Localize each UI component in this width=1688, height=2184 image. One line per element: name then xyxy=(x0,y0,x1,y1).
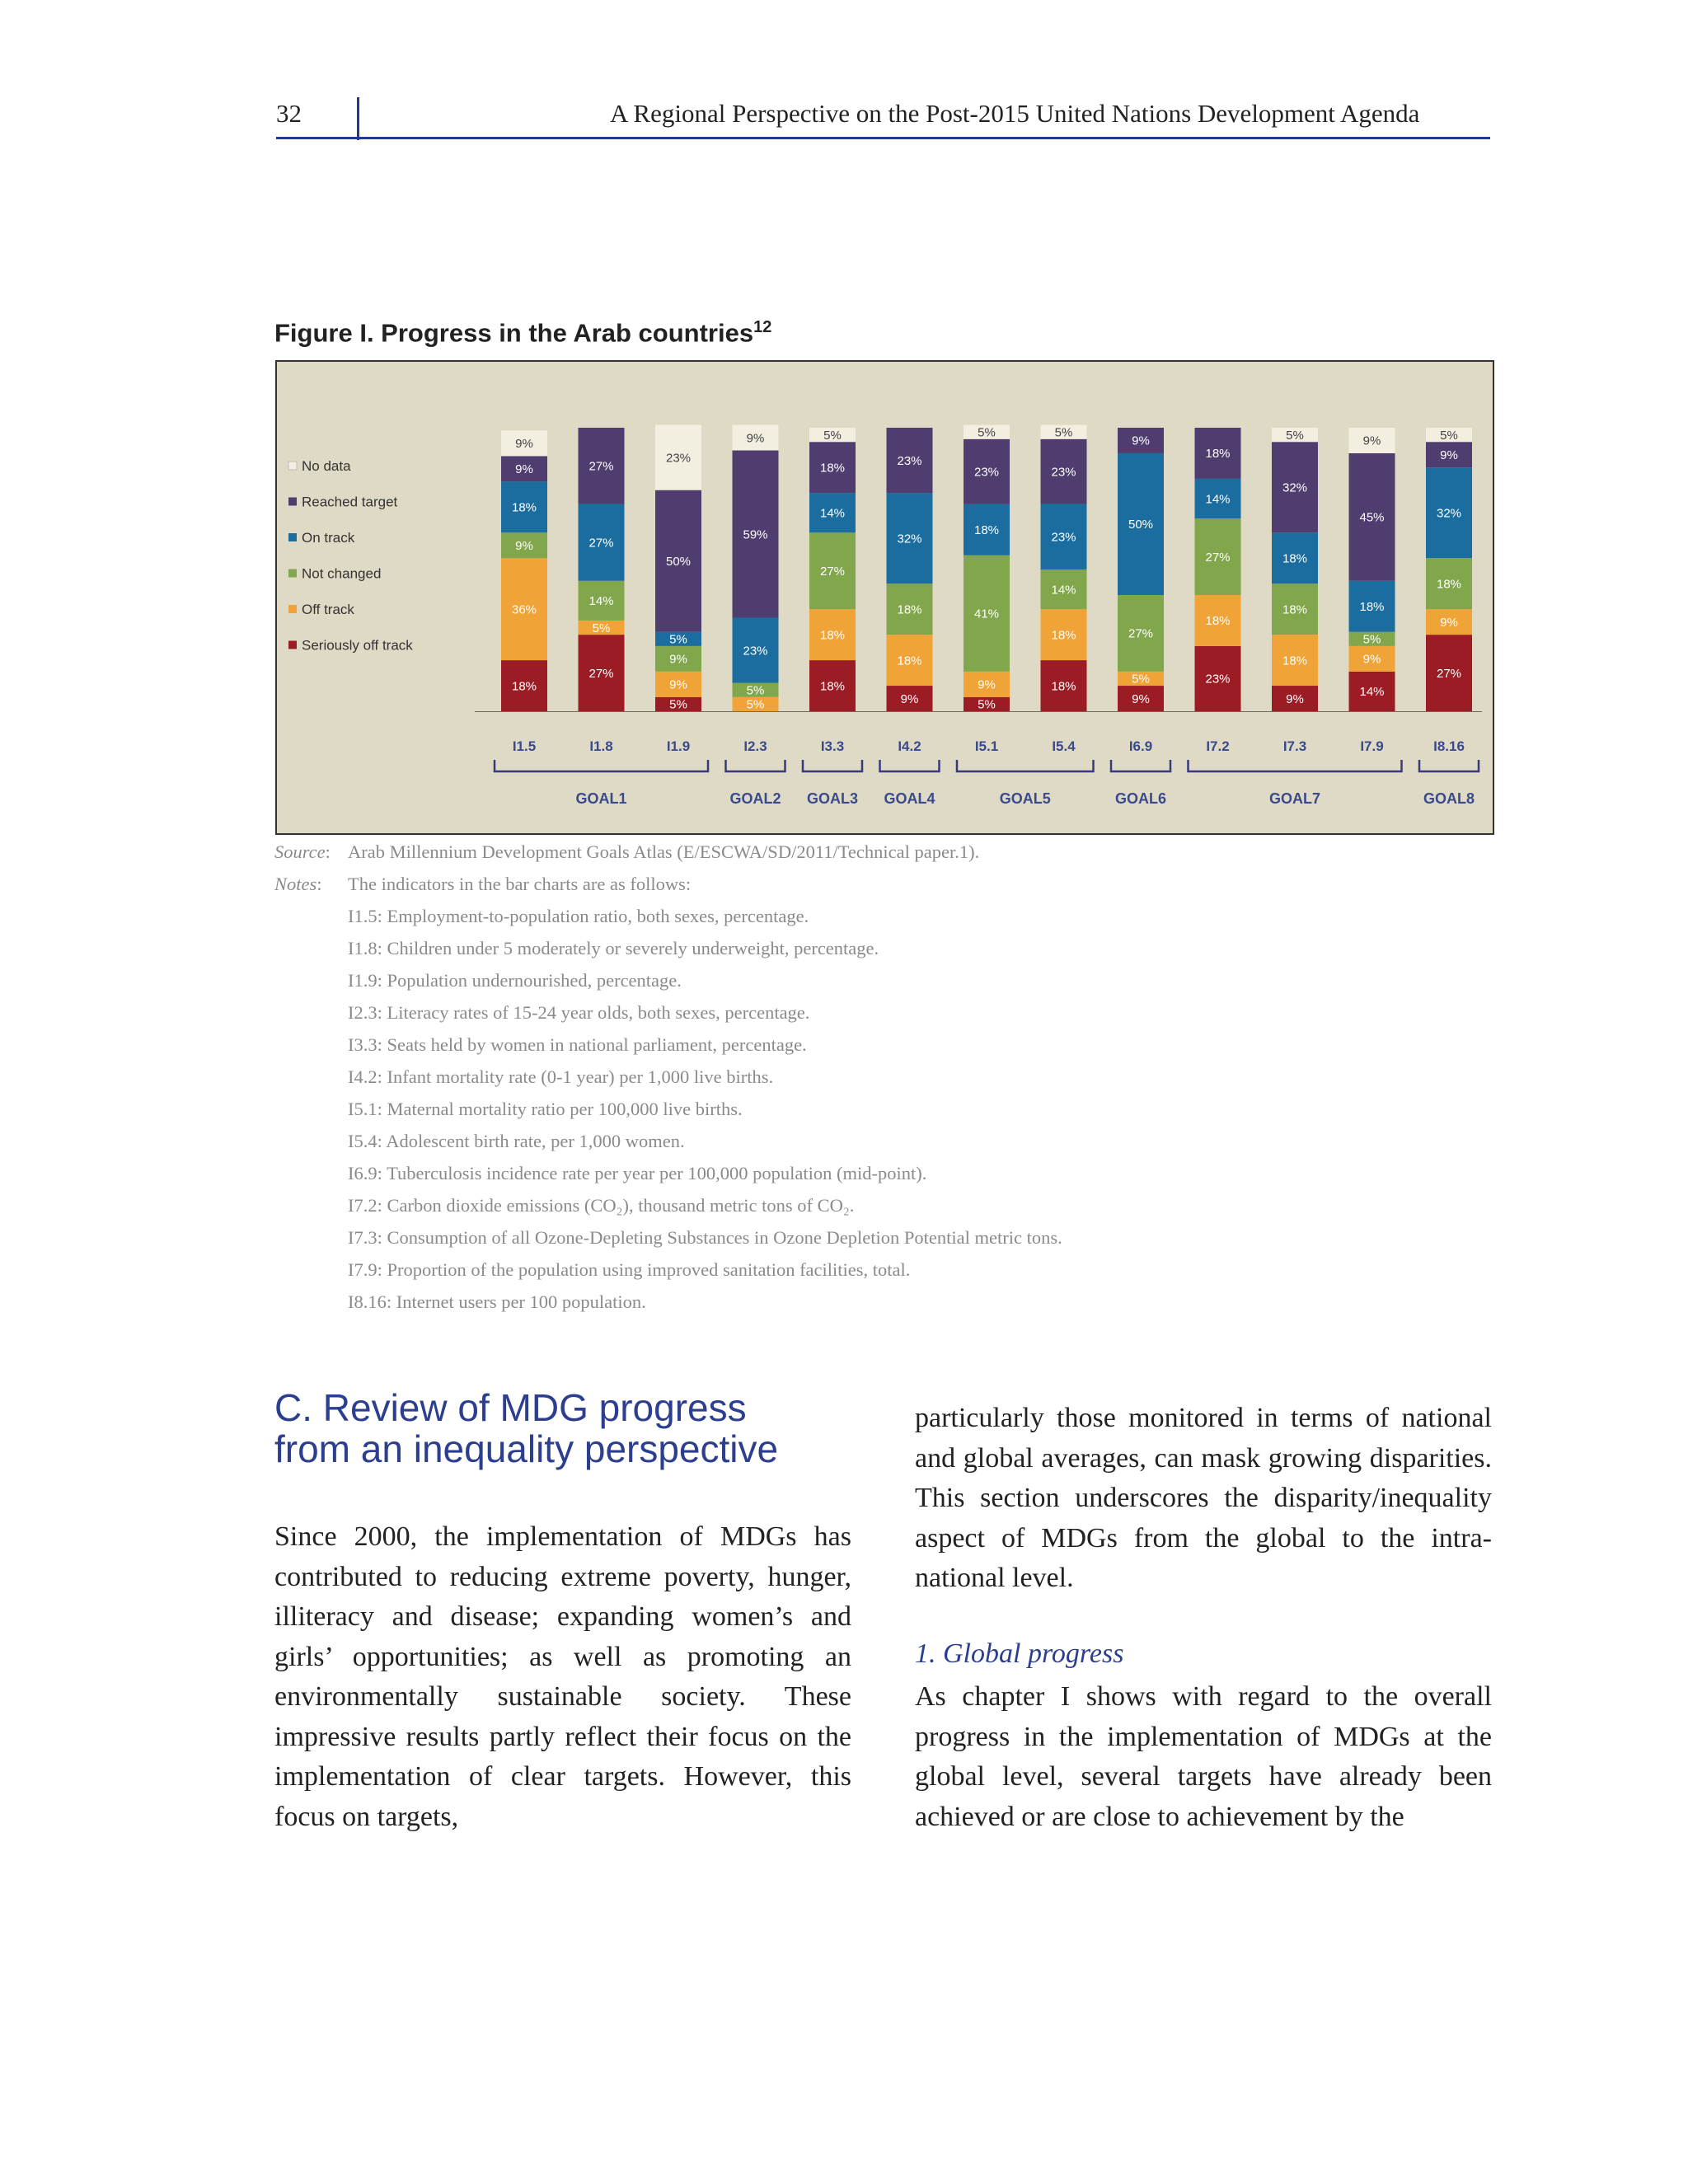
figure-footnote-ref: 12 xyxy=(753,318,772,336)
data-label: 9% xyxy=(900,691,919,706)
data-label: 9% xyxy=(1132,691,1150,706)
data-label: 27% xyxy=(588,459,614,474)
note-item: I8.16: Internet users per 100 population. xyxy=(348,1291,646,1312)
data-label: 9% xyxy=(1286,691,1304,706)
header-divider xyxy=(357,97,359,140)
data-label: 9% xyxy=(515,462,533,477)
data-label: 9% xyxy=(1440,615,1458,630)
header-rule xyxy=(276,137,1490,139)
legend-label: Off track xyxy=(302,602,354,617)
data-label: 5% xyxy=(978,697,996,712)
data-label: 23% xyxy=(973,465,1000,480)
x-tick-label: I1.8 xyxy=(589,738,613,754)
data-label: 14% xyxy=(819,506,846,521)
notes-label: Notes: xyxy=(274,874,322,894)
data-label: 5% xyxy=(1362,632,1381,647)
data-label: 41% xyxy=(973,607,1000,621)
data-label: 18% xyxy=(973,523,1000,538)
legend-label: On track xyxy=(302,530,355,546)
data-label: 5% xyxy=(669,632,687,647)
data-label: 5% xyxy=(669,697,687,712)
data-label: 18% xyxy=(1282,602,1308,617)
data-label: 59% xyxy=(743,527,768,542)
data-label: 18% xyxy=(511,500,537,515)
data-label: 45% xyxy=(1359,510,1385,525)
group-label: GOAL5 xyxy=(999,790,1051,807)
x-tick-label: I2.3 xyxy=(743,738,767,754)
data-label: 32% xyxy=(1436,506,1462,521)
data-label: 5% xyxy=(1286,428,1304,443)
data-label: 27% xyxy=(588,666,614,681)
note-item: I1.5: Employment-to-population ratio, both sexes, percentage. xyxy=(348,906,809,926)
notes-intro: The indicators in the bar charts are as follows: xyxy=(348,874,692,894)
data-label: 50% xyxy=(1128,518,1154,532)
x-tick-label: I8.16 xyxy=(1433,738,1465,754)
legend-label: Not changed xyxy=(302,565,382,582)
data-label: 9% xyxy=(978,677,996,692)
legend-swatch xyxy=(288,641,297,649)
data-label: 5% xyxy=(823,428,842,443)
data-label: 9% xyxy=(1362,652,1381,667)
legend-swatch xyxy=(288,498,297,506)
data-label: 18% xyxy=(1359,599,1385,614)
data-label: 23% xyxy=(1051,465,1076,480)
x-tick-label: I7.2 xyxy=(1206,738,1230,754)
group-bracket xyxy=(1189,760,1402,771)
data-label: 27% xyxy=(1205,550,1231,565)
data-label: 32% xyxy=(1282,480,1308,495)
group-label: GOAL6 xyxy=(1114,790,1167,807)
group-bracket xyxy=(803,760,862,771)
x-tick-label: I7.3 xyxy=(1282,738,1307,754)
data-label: 9% xyxy=(515,539,533,554)
x-tick-label: I1.5 xyxy=(512,738,537,754)
section-heading xyxy=(274,1387,851,1469)
note-item: I7.3: Consumption of all Ozone-Depleting Substances in Ozone Depletion Potential metric tons. xyxy=(348,1227,1062,1248)
x-tick-label: I3.3 xyxy=(820,738,845,754)
figure-title xyxy=(274,318,771,348)
data-label: 36% xyxy=(511,602,537,617)
right-column-paragraph xyxy=(915,1399,1492,1599)
paragraph-left: Since 2000, the implementation of MDGs has contributed to reducing extreme poverty, hunger, illiteracy and disease; expanding women’s and girls’ opportunities; as well as promoting an environmentally sustainable society. These impressive results partly reflect their focus on the implementation of clear targets. However, this focus on targets, xyxy=(274,1521,851,1832)
data-label: 27% xyxy=(588,536,614,551)
note-item: I1.8: Children under 5 moderately or severely underweight, percentage. xyxy=(348,938,879,958)
data-label: 27% xyxy=(819,564,846,579)
group-bracket xyxy=(726,760,785,771)
note-item: I5.1: Maternal mortality ratio per 100,000 live births. xyxy=(348,1099,743,1119)
data-label: 5% xyxy=(1054,425,1073,440)
data-label: 18% xyxy=(1205,614,1231,629)
group-label: GOAL7 xyxy=(1268,790,1321,807)
group-label: GOAL3 xyxy=(806,790,859,807)
group-bracket xyxy=(495,760,708,771)
group-bracket xyxy=(957,760,1094,771)
data-label: 32% xyxy=(897,532,922,546)
source-label: Source: xyxy=(274,841,331,862)
data-label: 14% xyxy=(588,594,614,609)
data-label: 18% xyxy=(511,679,537,694)
data-label: 23% xyxy=(665,451,692,466)
data-label: 18% xyxy=(1051,628,1076,643)
data-label: 27% xyxy=(1436,666,1462,681)
x-tick-label: I4.2 xyxy=(898,738,921,754)
data-label: 27% xyxy=(1128,626,1154,641)
note-item: I5.4: Adolescent birth rate, per 1,000 women. xyxy=(348,1131,685,1151)
data-label: 23% xyxy=(897,453,922,468)
x-tick-label: I1.9 xyxy=(666,738,691,754)
x-tick-label: I5.4 xyxy=(1052,738,1076,754)
data-label: 5% xyxy=(746,683,765,698)
data-label: 23% xyxy=(1051,530,1076,545)
group-bracket xyxy=(1111,760,1170,771)
data-label: 5% xyxy=(592,621,611,635)
chart-panel xyxy=(275,360,1494,835)
data-label: 18% xyxy=(1282,551,1308,566)
data-label: 9% xyxy=(746,431,765,446)
paragraph-global-progress: As chapter I shows with regard to the overall progress in the implementation of MDGs at the global level, several targets have already been achieved or are close to achievement by the xyxy=(915,1681,1492,1832)
note-item: I7.2: Carbon dioxide emissions (CO₂), thousand metric tons of CO₂. xyxy=(348,1195,855,1216)
data-label: 5% xyxy=(746,697,765,712)
legend-swatch xyxy=(288,569,297,578)
legend-label: Seriously off track xyxy=(302,637,413,654)
data-label: 14% xyxy=(1205,492,1231,507)
x-tick-label: I5.1 xyxy=(974,738,999,754)
data-label: 18% xyxy=(897,602,922,617)
data-label: 5% xyxy=(1440,428,1458,443)
figure-title-text: Figure I. Progress in the Arab countries xyxy=(274,318,754,348)
group-label: GOAL4 xyxy=(884,790,935,807)
note-item: I6.9: Tuberculosis incidence rate per year per 100,000 population (mid-point). xyxy=(348,1163,927,1183)
section-heading-line-2: from an inequality perspective xyxy=(274,1427,779,1470)
note-item: I3.3: Seats held by women in national parliament, percentage. xyxy=(348,1034,807,1055)
left-column-paragraph xyxy=(274,1517,851,1837)
source-text: Arab Millennium Development Goals Atlas (E/ESCWA/SD/2011/Technical paper.1). xyxy=(348,841,980,862)
page-number: 32 xyxy=(276,99,302,128)
data-label: 9% xyxy=(1132,434,1150,448)
data-label: 14% xyxy=(1359,685,1385,700)
data-label: 23% xyxy=(1205,672,1231,687)
note-item: I4.2: Infant mortality rate (0-1 year) per 1,000 live births. xyxy=(348,1066,774,1087)
note-item: I1.9: Population undernourished, percentage. xyxy=(348,970,682,991)
data-label: 18% xyxy=(1436,577,1462,592)
legend-swatch xyxy=(288,462,297,470)
section-heading-line-1: C. Review of MDG progress xyxy=(274,1386,747,1429)
data-label: 18% xyxy=(819,679,846,694)
running-title: A Regional Perspective on the Post-2015 United Nations Development Agenda xyxy=(610,99,1420,128)
right-column-paragraph-2 xyxy=(915,1677,1492,1837)
data-label: 50% xyxy=(665,554,692,569)
note-item: I2.3: Literacy rates of 15-24 year olds, both sexes, percentage. xyxy=(348,1002,810,1023)
data-label: 14% xyxy=(1051,583,1076,598)
note-item: I7.9: Proportion of the population using improved sanitation facilities, total. xyxy=(348,1259,911,1280)
group-bracket xyxy=(880,760,940,771)
legend-label: No data xyxy=(302,458,351,474)
data-label: 18% xyxy=(819,628,846,643)
group-label: GOAL2 xyxy=(729,790,781,807)
data-label: 9% xyxy=(669,677,687,692)
paragraph-right-continued: particularly those monitored in terms of national and global averages, can mask growing disparities. This section underscores the disparity/inequality aspect of MDGs from the global to the intra-national level. xyxy=(915,1403,1492,1593)
data-label: 9% xyxy=(1440,448,1458,462)
data-label: 18% xyxy=(897,654,922,668)
data-label: 9% xyxy=(1362,434,1381,448)
data-label: 9% xyxy=(515,437,533,452)
group-label: GOAL1 xyxy=(575,790,627,807)
data-label: 18% xyxy=(1282,654,1308,668)
data-label: 5% xyxy=(1132,672,1150,687)
x-tick-label: I6.9 xyxy=(1128,738,1153,754)
data-label: 5% xyxy=(978,425,996,440)
legend-swatch xyxy=(288,605,297,613)
legend-swatch xyxy=(288,533,297,541)
x-tick-label: I7.9 xyxy=(1360,738,1384,754)
data-label: 18% xyxy=(1205,447,1231,462)
subsection-heading: 1. Global progress xyxy=(915,1638,1124,1669)
data-label: 18% xyxy=(1051,679,1076,694)
stacked-bar-chart xyxy=(277,362,1493,833)
data-label: 9% xyxy=(669,652,687,667)
data-label: 23% xyxy=(743,644,768,658)
data-label: 18% xyxy=(819,461,846,476)
legend-label: Reached target xyxy=(302,494,398,510)
group-label: GOAL8 xyxy=(1423,790,1475,807)
group-bracket xyxy=(1419,760,1479,771)
